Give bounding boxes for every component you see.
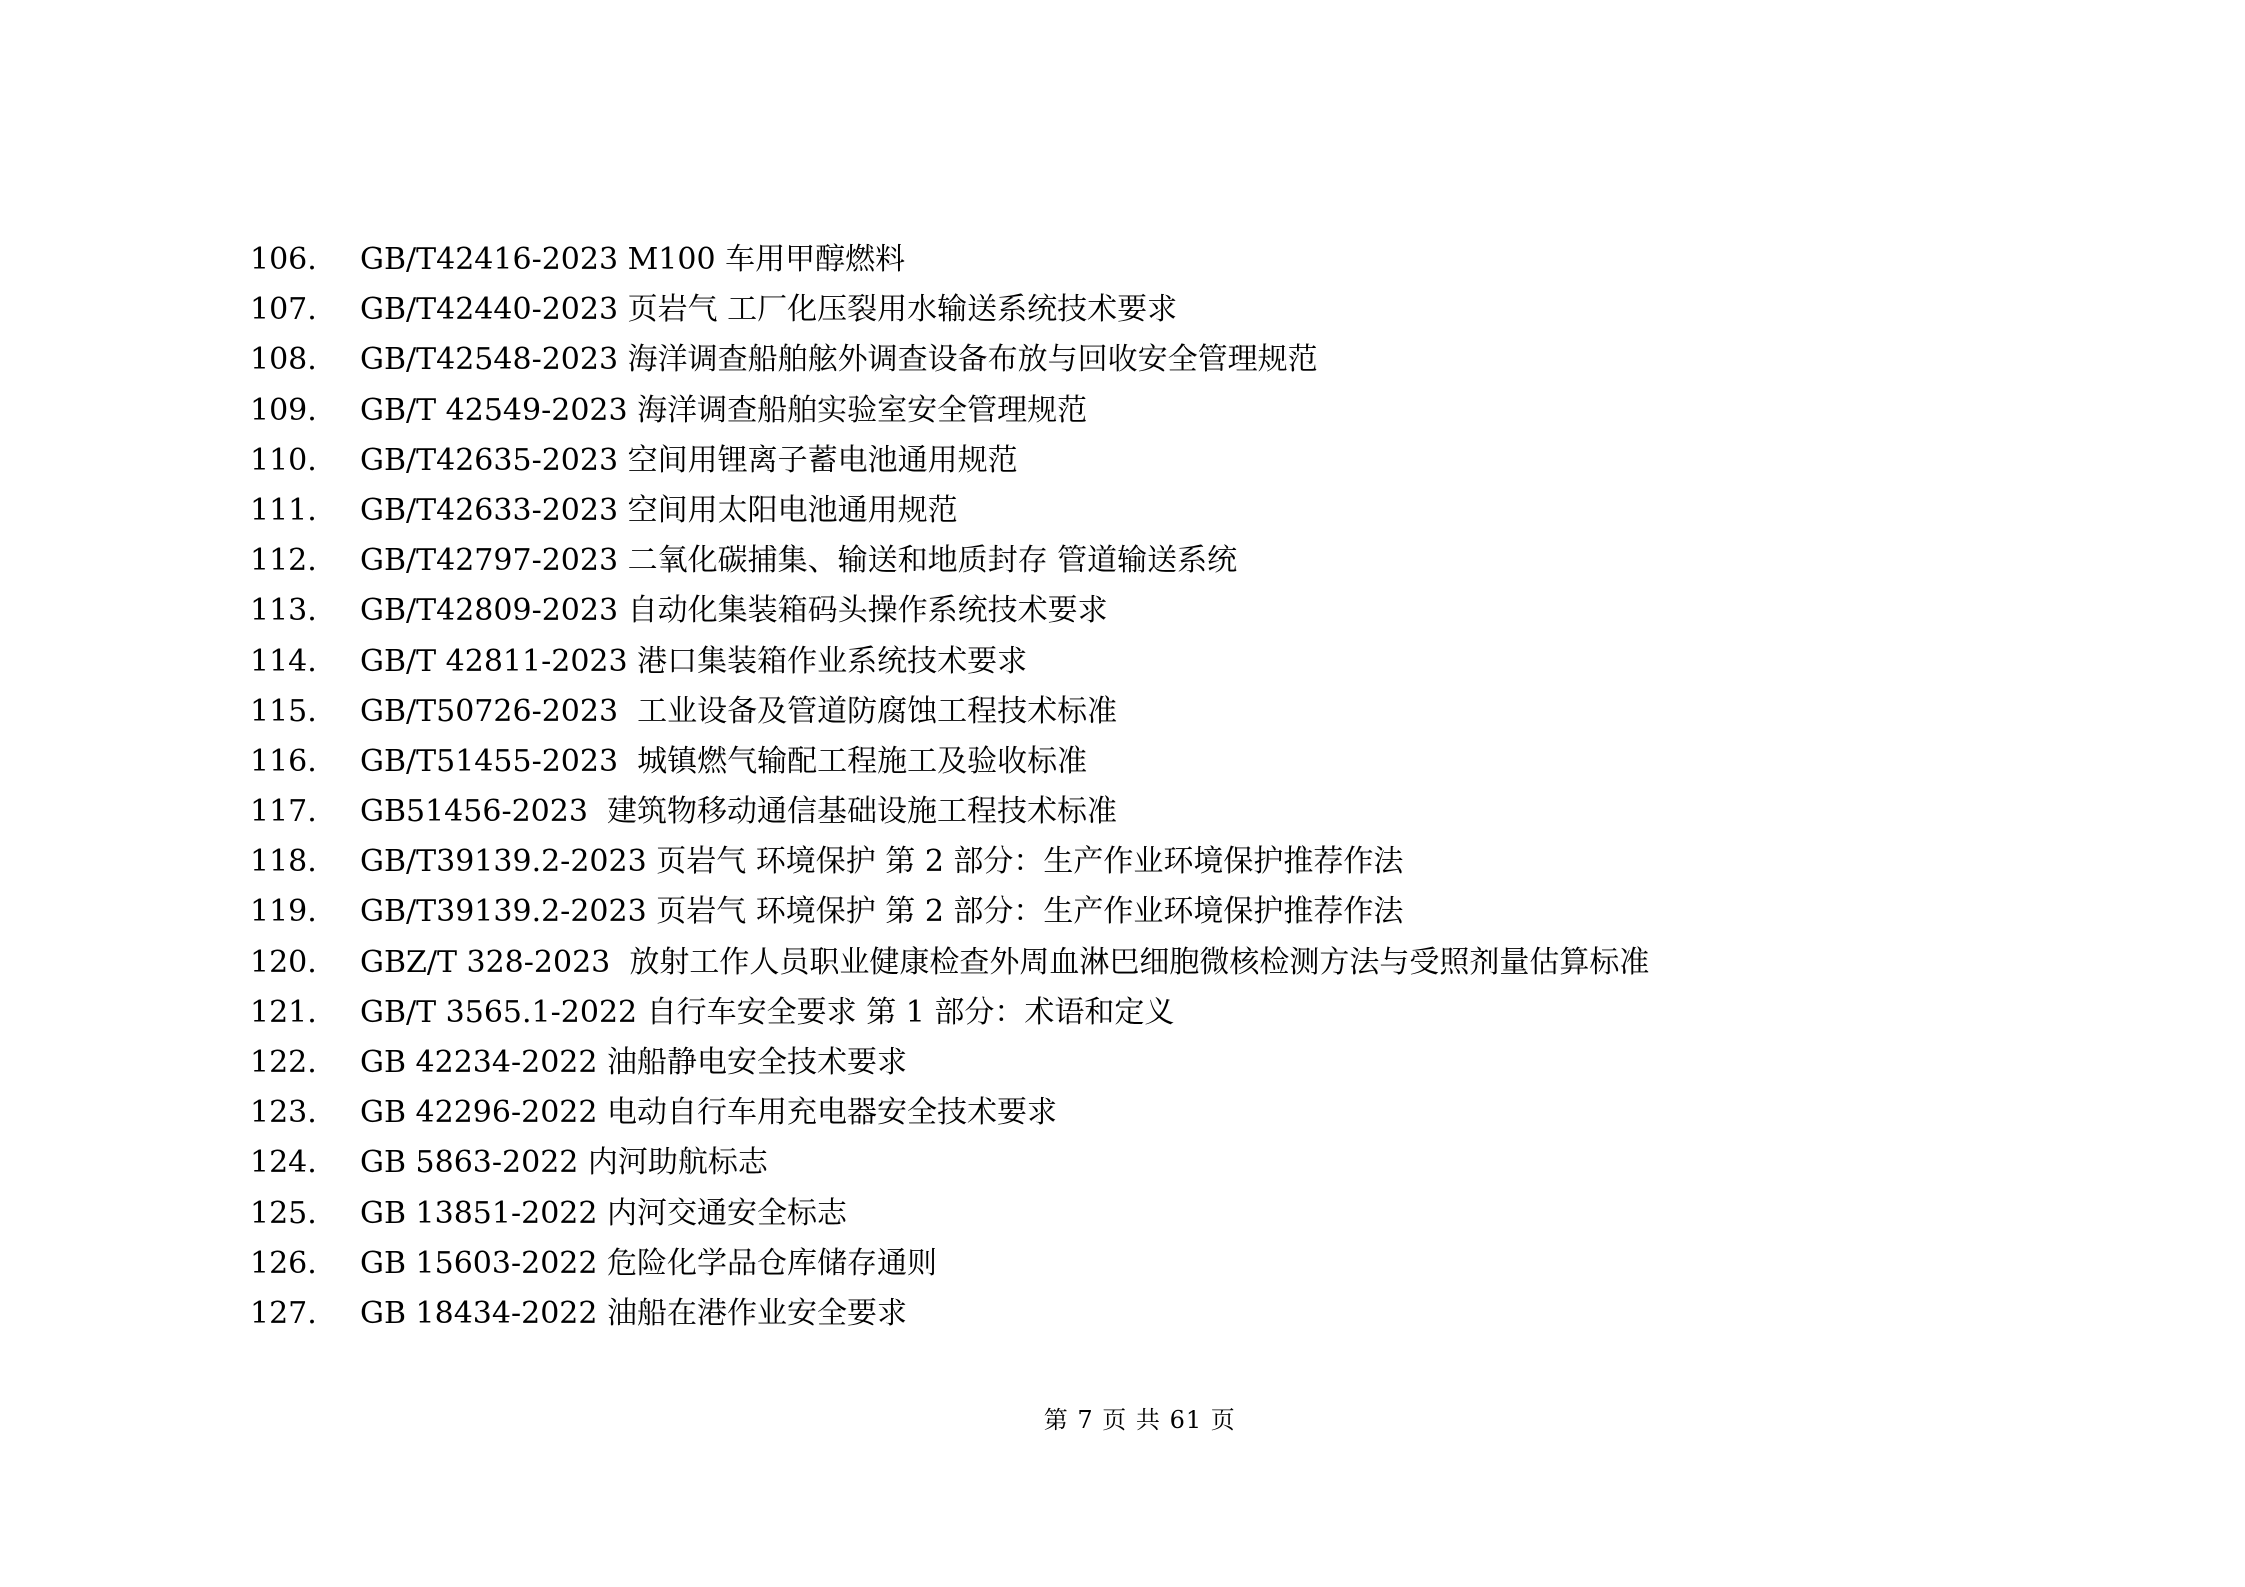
list-item-text: GB/T42809-2023 自动化集装箱码头操作系统技术要求 bbox=[360, 593, 1108, 629]
list-item bbox=[250, 887, 2150, 937]
list-item-text: GB/T42635-2023 空间用锂离子蓄电池通用规范 bbox=[360, 442, 1018, 478]
list-item-number: 110. bbox=[250, 442, 317, 478]
list-item-text: GB51456-2023 建筑物移动通信基础设施工程技术标准 bbox=[360, 794, 1118, 830]
list-item-number: 114. bbox=[250, 643, 317, 679]
list-item-text: GB 5863-2022 内河助航标志 bbox=[360, 1145, 768, 1181]
list-item-text: GB 13851-2022 内河交通安全标志 bbox=[360, 1195, 848, 1231]
list-item bbox=[250, 486, 2150, 536]
list-item-number: 127. bbox=[250, 1295, 317, 1331]
list-item-text: GB/T 42549-2023 海洋调查船舶实验室安全管理规范 bbox=[360, 392, 1088, 428]
list-item-text: GB/T50726-2023 工业设备及管道防腐蚀工程技术标准 bbox=[360, 693, 1118, 729]
list-item-text: GB/T51455-2023 城镇燃气输配工程施工及验收标准 bbox=[360, 743, 1088, 779]
list-item bbox=[250, 536, 2150, 586]
list-item-number: 109. bbox=[250, 392, 317, 428]
list-item bbox=[250, 1189, 2150, 1239]
list-item-number: 119. bbox=[250, 894, 317, 930]
list-item-text: GB 42234-2022 油船静电安全技术要求 bbox=[360, 1045, 908, 1080]
list-item bbox=[250, 988, 2150, 1038]
page-footer bbox=[0, 1372, 2245, 1463]
list-item-text: GB/T39139.2-2023 页岩气 环境保护 第 2 部分：生产作业环境保护推荐作法 bbox=[360, 894, 1404, 930]
list-item-number: 115. bbox=[250, 693, 317, 729]
list-item-number: 126. bbox=[250, 1245, 317, 1281]
list-item-text: GB 15603-2022 危险化学品仓库储存通则 bbox=[360, 1245, 938, 1281]
list-item-number: 107. bbox=[250, 292, 317, 328]
list-item bbox=[250, 1289, 2150, 1339]
list-item-text: GB/T 42811-2023 港口集装箱作业系统技术要求 bbox=[360, 643, 1028, 679]
list-item bbox=[250, 1038, 2150, 1088]
list-item bbox=[250, 787, 2150, 837]
list-item bbox=[250, 637, 2150, 687]
list-item bbox=[250, 837, 2150, 887]
list-item-number: 111. bbox=[250, 492, 317, 528]
list-item-number: 106. bbox=[250, 242, 317, 277]
list-item-number: 121. bbox=[250, 994, 317, 1030]
list-item-text: GB 18434-2022 油船在港作业安全要求 bbox=[360, 1295, 908, 1331]
list-item bbox=[250, 1239, 2150, 1289]
list-item bbox=[250, 235, 2150, 285]
list-item-number: 108. bbox=[250, 342, 317, 378]
list-item bbox=[250, 285, 2150, 335]
list-item-text: GB/T 3565.1-2022 自行车安全要求 第 1 部分：术语和定义 bbox=[360, 994, 1175, 1030]
list-item-text: GBZ/T 328-2023 放射工作人员职业健康检查外周血淋巴细胞微核检测方法与受照剂量估算标准 bbox=[360, 944, 1650, 980]
page-number-text: 第 7 页 共 61 页 bbox=[1043, 1406, 1236, 1434]
list-item-number: 125. bbox=[250, 1195, 317, 1231]
list-item-number: 112. bbox=[250, 543, 317, 579]
list-item-text: GB/T39139.2-2023 页岩气 环境保护 第 2 部分：生产作业环境保护推荐作法 bbox=[360, 844, 1404, 880]
list-item bbox=[250, 335, 2150, 385]
list-item bbox=[250, 386, 2150, 436]
list-item-number: 120. bbox=[250, 944, 317, 980]
list-item bbox=[250, 687, 2150, 737]
list-item-text: GB/T42633-2023 空间用太阳电池通用规范 bbox=[360, 492, 958, 528]
list-item-number: 116. bbox=[250, 743, 317, 779]
list-item bbox=[250, 436, 2150, 486]
list-item bbox=[250, 1138, 2150, 1188]
list-item-number: 118. bbox=[250, 844, 317, 880]
list-item-number: 123. bbox=[250, 1095, 317, 1131]
list-item-text: GB/T42416-2023 M100 车用甲醇燃料 bbox=[360, 242, 906, 277]
list-item-text: GB 42296-2022 电动自行车用充电器安全技术要求 bbox=[360, 1095, 1058, 1131]
list-item bbox=[250, 1088, 2150, 1138]
list-item-number: 124. bbox=[250, 1145, 317, 1181]
list-item-text: GB/T42797-2023 二氧化碳捕集、输送和地质封存 管道输送系统 bbox=[360, 543, 1238, 579]
list-item bbox=[250, 938, 2150, 988]
list-item bbox=[250, 586, 2150, 636]
list-item-number: 113. bbox=[250, 593, 317, 629]
list-item-number: 117. bbox=[250, 794, 317, 830]
standards-list bbox=[250, 235, 2150, 1339]
list-item bbox=[250, 737, 2150, 787]
list-item-text: GB/T42548-2023 海洋调查船舶舷外调查设备布放与回收安全管理规范 bbox=[360, 342, 1318, 378]
list-item-number: 122. bbox=[250, 1045, 317, 1080]
list-item-text: GB/T42440-2023 页岩气 工厂化压裂用水输送系统技术要求 bbox=[360, 292, 1178, 328]
